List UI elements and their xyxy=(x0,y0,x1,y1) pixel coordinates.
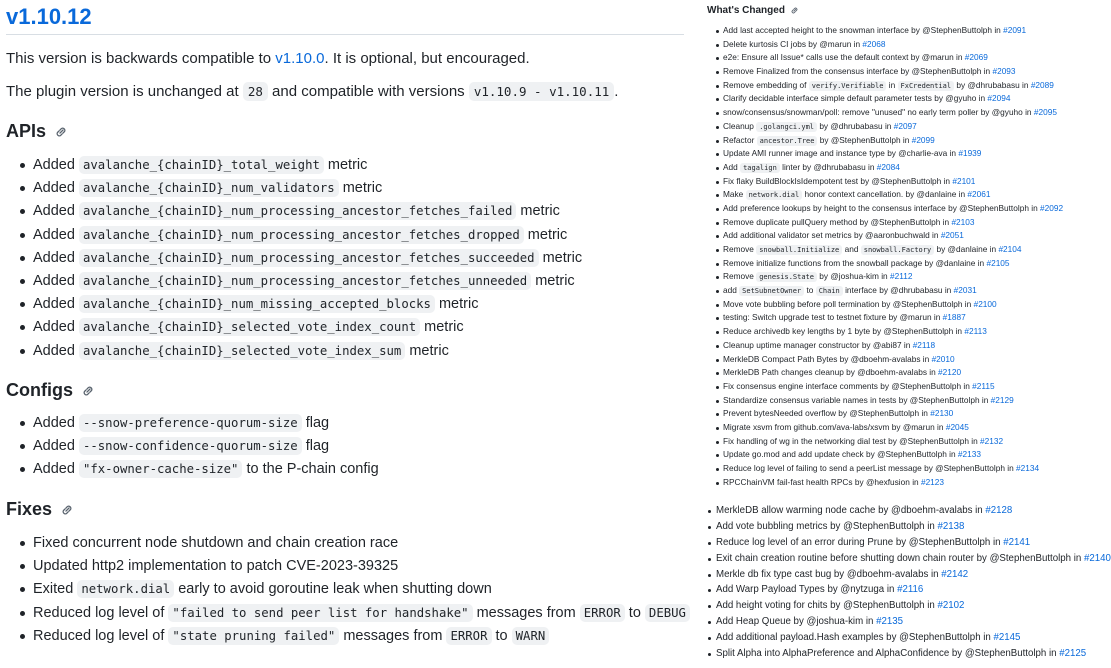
item-text: Added xyxy=(33,249,79,266)
pr-link[interactable]: #2102 xyxy=(937,600,965,612)
item-text: Update go.mod and add update check by @StephenButtolph in xyxy=(723,449,958,460)
inline-code: verify.Verifiable xyxy=(809,81,887,91)
pr-link[interactable]: #2091 xyxy=(1003,25,1027,35)
pr-link[interactable]: #2068 xyxy=(862,38,886,49)
pr-link[interactable]: #2132 xyxy=(980,435,1004,446)
item-text: Refactor xyxy=(723,134,757,145)
release-version-title[interactable]: v1.10.12 xyxy=(6,4,92,29)
item-text: Reduced log level of xyxy=(33,604,169,621)
pr-link[interactable]: #2113 xyxy=(964,326,987,337)
list-item xyxy=(723,270,1063,284)
pr-link[interactable]: #2084 xyxy=(876,161,900,172)
whats-changed-panel xyxy=(700,0,1111,668)
item-text: Exited xyxy=(33,581,78,598)
list-item xyxy=(33,435,379,458)
inline-code: avalanche_{chainID}_total_weight xyxy=(79,156,324,174)
item-text: Add preference lookups by height to the consensus interface by @StephenButtolph in xyxy=(723,202,1040,213)
item-text: Migrate xsvm from github.com/ava-labs/xsvm by @marun in xyxy=(723,421,946,432)
inline-code: WARN xyxy=(512,627,550,645)
list-item xyxy=(33,293,582,316)
list-item xyxy=(716,519,1111,535)
list-item xyxy=(33,340,582,363)
list-item xyxy=(33,200,582,223)
list-item xyxy=(723,106,1063,120)
section-list-1 xyxy=(33,412,379,482)
pr-link[interactable]: #2135 xyxy=(876,616,904,628)
item-text: by @danlaine in xyxy=(934,244,999,254)
item-text: in xyxy=(886,79,898,90)
whats-changed-title: What's Changed xyxy=(707,5,785,16)
pr-link[interactable]: #1887 xyxy=(942,312,966,323)
list-item xyxy=(716,582,1111,598)
title-divider xyxy=(6,34,684,35)
item-text: messages from xyxy=(472,604,580,621)
inline-code: ERROR xyxy=(580,604,625,622)
item-text: Fix handling of wg in the networking dial test by @StephenButtolph in xyxy=(723,435,981,446)
item-text: metric xyxy=(434,296,479,313)
item-text: Added xyxy=(33,180,79,197)
pr-link[interactable]: #2092 xyxy=(1040,202,1064,213)
inline-code: SetSubnetOwner xyxy=(739,286,804,296)
item-text: Remove embedding of xyxy=(723,79,809,90)
pr-link[interactable]: #2099 xyxy=(911,134,935,145)
item-text: messages from xyxy=(339,627,447,644)
inline-code: avalanche_{chainID}_selected_vote_index_count xyxy=(79,318,420,336)
item-text: Make xyxy=(723,189,746,200)
list-item xyxy=(33,270,582,293)
pr-link[interactable]: #2118 xyxy=(912,339,936,350)
anchor-link-icon[interactable] xyxy=(790,6,799,15)
item-text: Merkle db fix type cast bug by @dboehm-avalabs in xyxy=(716,568,942,580)
list-item xyxy=(723,380,1063,394)
item-text: add xyxy=(723,285,740,296)
item-text: Fixed concurrent node shutdown and chain creation race xyxy=(33,535,399,551)
item-text: Remove xyxy=(723,271,757,282)
list-item xyxy=(723,216,1063,230)
pr-link[interactable]: #2010 xyxy=(931,353,955,364)
list-item xyxy=(33,224,582,247)
list-item xyxy=(723,229,1063,243)
list-item xyxy=(723,325,1063,339)
pr-link[interactable]: #2140 xyxy=(1083,552,1111,564)
pr-link[interactable]: #2125 xyxy=(1059,648,1087,660)
section-list-0 xyxy=(33,154,582,363)
list-item xyxy=(723,394,1063,408)
item-text: Added xyxy=(33,319,79,336)
pr-link[interactable]: #2097 xyxy=(893,120,917,131)
plugin-text-mid: and compatible with versions xyxy=(267,83,469,100)
item-text: Add last accepted height to the snowman interface by @StephenButtolph in xyxy=(723,25,1004,35)
list-item xyxy=(723,339,1063,353)
item-text: MerkleDB Compact Path Bytes by @dboehm-avalabs in xyxy=(723,353,932,364)
pr-link[interactable]: #2045 xyxy=(945,421,969,432)
pr-link[interactable]: #2115 xyxy=(972,380,995,391)
inline-code: avalanche_{chainID}_selected_vote_index_sum xyxy=(79,342,405,360)
pr-link[interactable]: #2069 xyxy=(964,52,988,63)
item-text: Remove initialize functions from the snowball package by @danlaine in xyxy=(723,257,987,268)
pr-link[interactable]: #2112 xyxy=(889,271,913,282)
item-text: Delete kurtosis CI jobs by @marun in xyxy=(723,38,863,49)
list-item xyxy=(716,598,1111,614)
list-item xyxy=(723,92,1063,106)
item-text: Reduce log level of an error during Prune by @StephenButtolph in xyxy=(716,536,1004,548)
item-text: Fix consensus engine interface comments by @StephenButtolph in xyxy=(723,380,973,391)
inline-code: DEBUG xyxy=(645,604,690,622)
item-text: RPCChainVM fail-fast health RPCs by @hexfusion in xyxy=(723,476,921,487)
plugin-text-post: . xyxy=(614,83,619,100)
list-item xyxy=(33,578,690,601)
item-text: Remove Finalized from the consensus interface by @StephenButtolph in xyxy=(723,66,993,77)
list-item xyxy=(33,602,690,625)
list-item xyxy=(723,421,1063,435)
item-text: metric xyxy=(516,203,560,220)
inline-code: snowball.Factory xyxy=(861,245,934,255)
pr-link[interactable]: #2128 xyxy=(985,505,1013,516)
item-text: to the P-chain config xyxy=(242,461,379,478)
pr-link[interactable]: #2134 xyxy=(1016,463,1040,473)
item-text: MerkleDB Path changes cleanup by @dboehm-avalabs in xyxy=(723,367,939,378)
inline-code: genesis.State xyxy=(756,272,817,282)
list-item xyxy=(723,120,1063,134)
compat-text-pre: This version is backwards compatible to xyxy=(6,50,276,67)
inline-code: avalanche_{chainID}_num_validators xyxy=(79,179,339,197)
item-text: flag xyxy=(301,415,330,431)
pr-link[interactable]: #2101 xyxy=(952,175,976,186)
list-item xyxy=(723,24,1063,38)
item-text: Add xyxy=(723,161,741,172)
pr-link[interactable]: #2138 xyxy=(937,520,965,532)
inline-code: avalanche_{chainID}_num_processing_ancestor_fetches_failed xyxy=(79,202,516,220)
plugin-version-code: 28 xyxy=(243,82,268,101)
list-item xyxy=(716,535,1111,551)
inline-code: ancestor.Tree xyxy=(757,136,818,146)
pr-link[interactable]: #2103 xyxy=(951,216,975,227)
item-text: Standardize consensus variable names in tests by @StephenButtolph in xyxy=(723,394,991,405)
inline-code: "state pruning failed" xyxy=(168,627,339,645)
item-text: honor context cancellation. by @danlaine in xyxy=(802,189,968,200)
list-item xyxy=(723,243,1063,257)
inline-code: "fx-owner-cache-size" xyxy=(79,460,242,478)
pr-link[interactable]: #2051 xyxy=(940,230,964,241)
list-item xyxy=(723,366,1063,380)
pr-link[interactable]: #2129 xyxy=(990,394,1014,405)
list-item xyxy=(33,247,582,270)
item-text: metric xyxy=(420,319,464,336)
item-text: Added xyxy=(33,296,79,313)
item-text: testing: Switch upgrade test to testnet fixture by @marun in xyxy=(723,312,943,323)
item-text: Add additional validator set metrics by @aaronbuchwald in xyxy=(723,230,941,241)
item-text: Reduced log level of xyxy=(33,627,169,644)
item-text: Added xyxy=(33,272,79,289)
item-text: Added xyxy=(33,415,79,431)
section-heading-0 xyxy=(6,121,68,142)
item-text: Added xyxy=(33,203,79,220)
inline-code: network.dial xyxy=(77,580,174,598)
list-item xyxy=(33,316,582,339)
compatible-versions-code: v1.10.9 - v1.10.11 xyxy=(469,82,614,101)
list-item xyxy=(723,407,1063,421)
item-text: Add additional payload.Hash examples by @StephenButtolph in xyxy=(716,632,994,644)
pr-link[interactable]: #2094 xyxy=(987,93,1011,104)
inline-code: Chain xyxy=(816,286,843,296)
item-text: Prevent bytesNeeded overflow by @StephenButtolph in xyxy=(723,408,931,419)
plugin-paragraph xyxy=(6,82,618,102)
item-text: MerkleDB allow warming node cache by @dboehm-avalabs in xyxy=(716,505,986,516)
list-item xyxy=(723,298,1063,312)
item-text: Added xyxy=(33,342,79,359)
list-item xyxy=(716,630,1111,646)
inline-code: --snow-confidence-quorum-size xyxy=(79,437,302,455)
item-text: Added xyxy=(33,461,79,478)
item-text: Remove xyxy=(723,244,757,254)
pr-link[interactable]: #2100 xyxy=(973,298,997,309)
item-text: Move vote bubbling before poll termination by @StephenButtolph in xyxy=(723,298,974,309)
pr-link[interactable]: #2130 xyxy=(930,408,954,419)
inline-code: avalanche_{chainID}_num_processing_ancestor_fetches_unneeded xyxy=(79,272,531,290)
plugin-text-pre: The plugin version is unchanged at xyxy=(6,83,243,100)
item-text: by @dhrubabasu in xyxy=(954,79,1031,90)
pr-link[interactable]: #2142 xyxy=(941,568,969,580)
list-item xyxy=(723,353,1063,367)
pr-link[interactable]: #2133 xyxy=(957,449,981,460)
pr-link[interactable]: #2061 xyxy=(967,189,991,200)
section-title: Configs xyxy=(6,380,73,400)
inline-code: snowball.Initialize xyxy=(756,245,842,255)
item-text: metric xyxy=(338,180,383,197)
list-item xyxy=(723,476,1063,490)
item-text: Reduce log level of failing to send a peerList message by @StephenButtolph in xyxy=(723,463,1017,473)
section-list-2 xyxy=(33,532,690,648)
list-item xyxy=(723,65,1063,79)
item-text: metric xyxy=(405,342,449,359)
section-title: Fixes xyxy=(6,499,53,519)
item-text: Add height voting for chits by @StephenButtolph in xyxy=(716,600,938,612)
pr-link[interactable]: #2093 xyxy=(992,66,1016,77)
inline-code: "failed to send peer list for handshake" xyxy=(168,604,472,622)
item-text: Exit chain creation routine before shutting down chain router by @StephenButtolph in xyxy=(716,552,1084,564)
item-text: e2e: Ensure all Issue* calls use the default context by @marun in xyxy=(723,52,965,63)
anchor-link-icon[interactable] xyxy=(60,503,74,517)
pr-link[interactable]: #2141 xyxy=(1003,536,1031,548)
anchor-link-icon[interactable] xyxy=(81,384,95,398)
list-item xyxy=(723,147,1063,161)
whats-changed-list xyxy=(723,24,1063,489)
inline-code: network.dial xyxy=(746,190,803,200)
pr-link[interactable]: #2116 xyxy=(897,584,924,596)
list-item xyxy=(33,555,690,578)
inline-code: avalanche_{chainID}_num_processing_ancestor_fetches_succeeded xyxy=(79,249,539,267)
item-text: metric xyxy=(323,157,368,173)
list-item xyxy=(33,177,582,200)
pr-link[interactable]: #2105 xyxy=(986,257,1010,268)
list-item xyxy=(33,532,690,555)
item-text: Cleanup uptime manager constructor by @abi87 in xyxy=(723,339,913,350)
list-item xyxy=(716,614,1111,630)
list-item xyxy=(723,175,1063,189)
list-item xyxy=(723,188,1063,202)
whats-changed-list-continued xyxy=(716,503,1111,662)
inline-code: .golangci.yml xyxy=(756,122,817,132)
list-item xyxy=(723,38,1063,52)
item-text: Cleanup xyxy=(723,120,757,131)
item-text: early to avoid goroutine leak when shutting down xyxy=(174,581,492,598)
pr-link[interactable]: #2089 xyxy=(1030,79,1054,90)
list-item xyxy=(716,503,1111,519)
list-item xyxy=(33,625,690,648)
list-item xyxy=(723,79,1063,93)
whats-changed-heading xyxy=(707,5,799,16)
pr-link[interactable]: #2145 xyxy=(993,632,1021,644)
pr-link[interactable]: #2031 xyxy=(953,285,977,296)
inline-code: tagalign xyxy=(740,163,780,173)
inline-code: ERROR xyxy=(446,627,491,645)
list-item xyxy=(716,551,1111,567)
item-text: to xyxy=(491,627,512,644)
list-item xyxy=(33,458,379,481)
item-text: flag xyxy=(301,438,330,455)
item-text: metric xyxy=(523,226,568,243)
list-item xyxy=(723,435,1063,449)
item-text: interface by @dhrubabasu in xyxy=(842,285,954,296)
item-text: snow/consensus/snowman/poll: remove "unused" no early term poller by @gyuho in xyxy=(723,107,1034,118)
list-item xyxy=(33,154,582,177)
list-item xyxy=(716,567,1111,583)
list-item xyxy=(723,311,1063,325)
pr-link[interactable]: #2095 xyxy=(1033,107,1057,118)
item-text: Fix flaky BuildBlockIsIdempotent test by @StephenButtolph in xyxy=(723,175,953,186)
pr-link[interactable]: #2120 xyxy=(938,367,962,378)
item-text: Add Warp Payload Types by @nytzuga in xyxy=(716,584,898,596)
inline-code: --snow-preference-quorum-size xyxy=(79,414,302,432)
list-item xyxy=(716,646,1111,662)
item-text: Split Alpha into AlphaPreference and AlphaConfidence by @StephenButtolph in xyxy=(716,648,1060,660)
compat-version-link[interactable]: v1.10.0 xyxy=(275,50,325,67)
section-heading-2 xyxy=(6,499,74,520)
anchor-link-icon[interactable] xyxy=(54,125,68,139)
section-title: APIs xyxy=(6,121,47,141)
item-text: Reduce archivedb key lengths by 1 byte by @StephenButtolph in xyxy=(723,326,965,337)
list-item xyxy=(723,161,1063,175)
item-text: metric xyxy=(538,249,583,266)
list-item xyxy=(33,412,379,435)
item-text: Clarify decidable interface simple default parameter tests by @gyuho in xyxy=(723,93,988,104)
item-text: to xyxy=(624,604,645,621)
item-text: Updated http2 implementation to patch CVE-2023-39325 xyxy=(33,558,399,575)
inline-code: avalanche_{chainID}_num_processing_ancestor_fetches_dropped xyxy=(79,226,524,244)
item-text: Added xyxy=(33,438,79,455)
list-item xyxy=(723,284,1063,298)
list-item xyxy=(723,448,1063,462)
compat-text-post: . It is optional, but encouraged. xyxy=(324,50,530,67)
pr-link[interactable]: #2104 xyxy=(998,244,1022,254)
pr-link[interactable]: #1939 xyxy=(958,148,982,159)
inline-code: FxCredential xyxy=(898,81,955,91)
list-item xyxy=(723,462,1063,476)
item-text: by @joshua-kim in xyxy=(817,271,890,282)
item-text: by @StephenButtolph in xyxy=(817,134,912,145)
compat-paragraph xyxy=(6,49,530,69)
item-text: linter by @dhrubabasu in xyxy=(779,161,877,172)
list-item xyxy=(723,202,1063,216)
item-text: Update AMI runner image and instance type by @charlie-ava in xyxy=(723,148,959,159)
inline-code: avalanche_{chainID}_num_missing_accepted_blocks xyxy=(79,295,435,313)
item-text: by @dhrubabasu in xyxy=(817,120,894,131)
item-text: Add vote bubbling metrics by @StephenButtolph in xyxy=(716,520,938,532)
item-text: Added xyxy=(33,157,79,173)
list-item xyxy=(723,51,1063,65)
list-item xyxy=(723,257,1063,271)
item-text: Add Heap Queue by @joshua-kim in xyxy=(716,616,877,628)
item-text: metric xyxy=(531,272,575,289)
pr-link[interactable]: #2123 xyxy=(920,476,945,487)
item-text: Remove duplicate pullQuery method by @StephenButtolph in xyxy=(723,216,952,227)
item-text: Added xyxy=(33,226,79,243)
section-heading-1 xyxy=(6,380,95,401)
list-item xyxy=(723,134,1063,148)
item-text: and xyxy=(842,244,861,254)
item-text: to xyxy=(804,285,816,296)
